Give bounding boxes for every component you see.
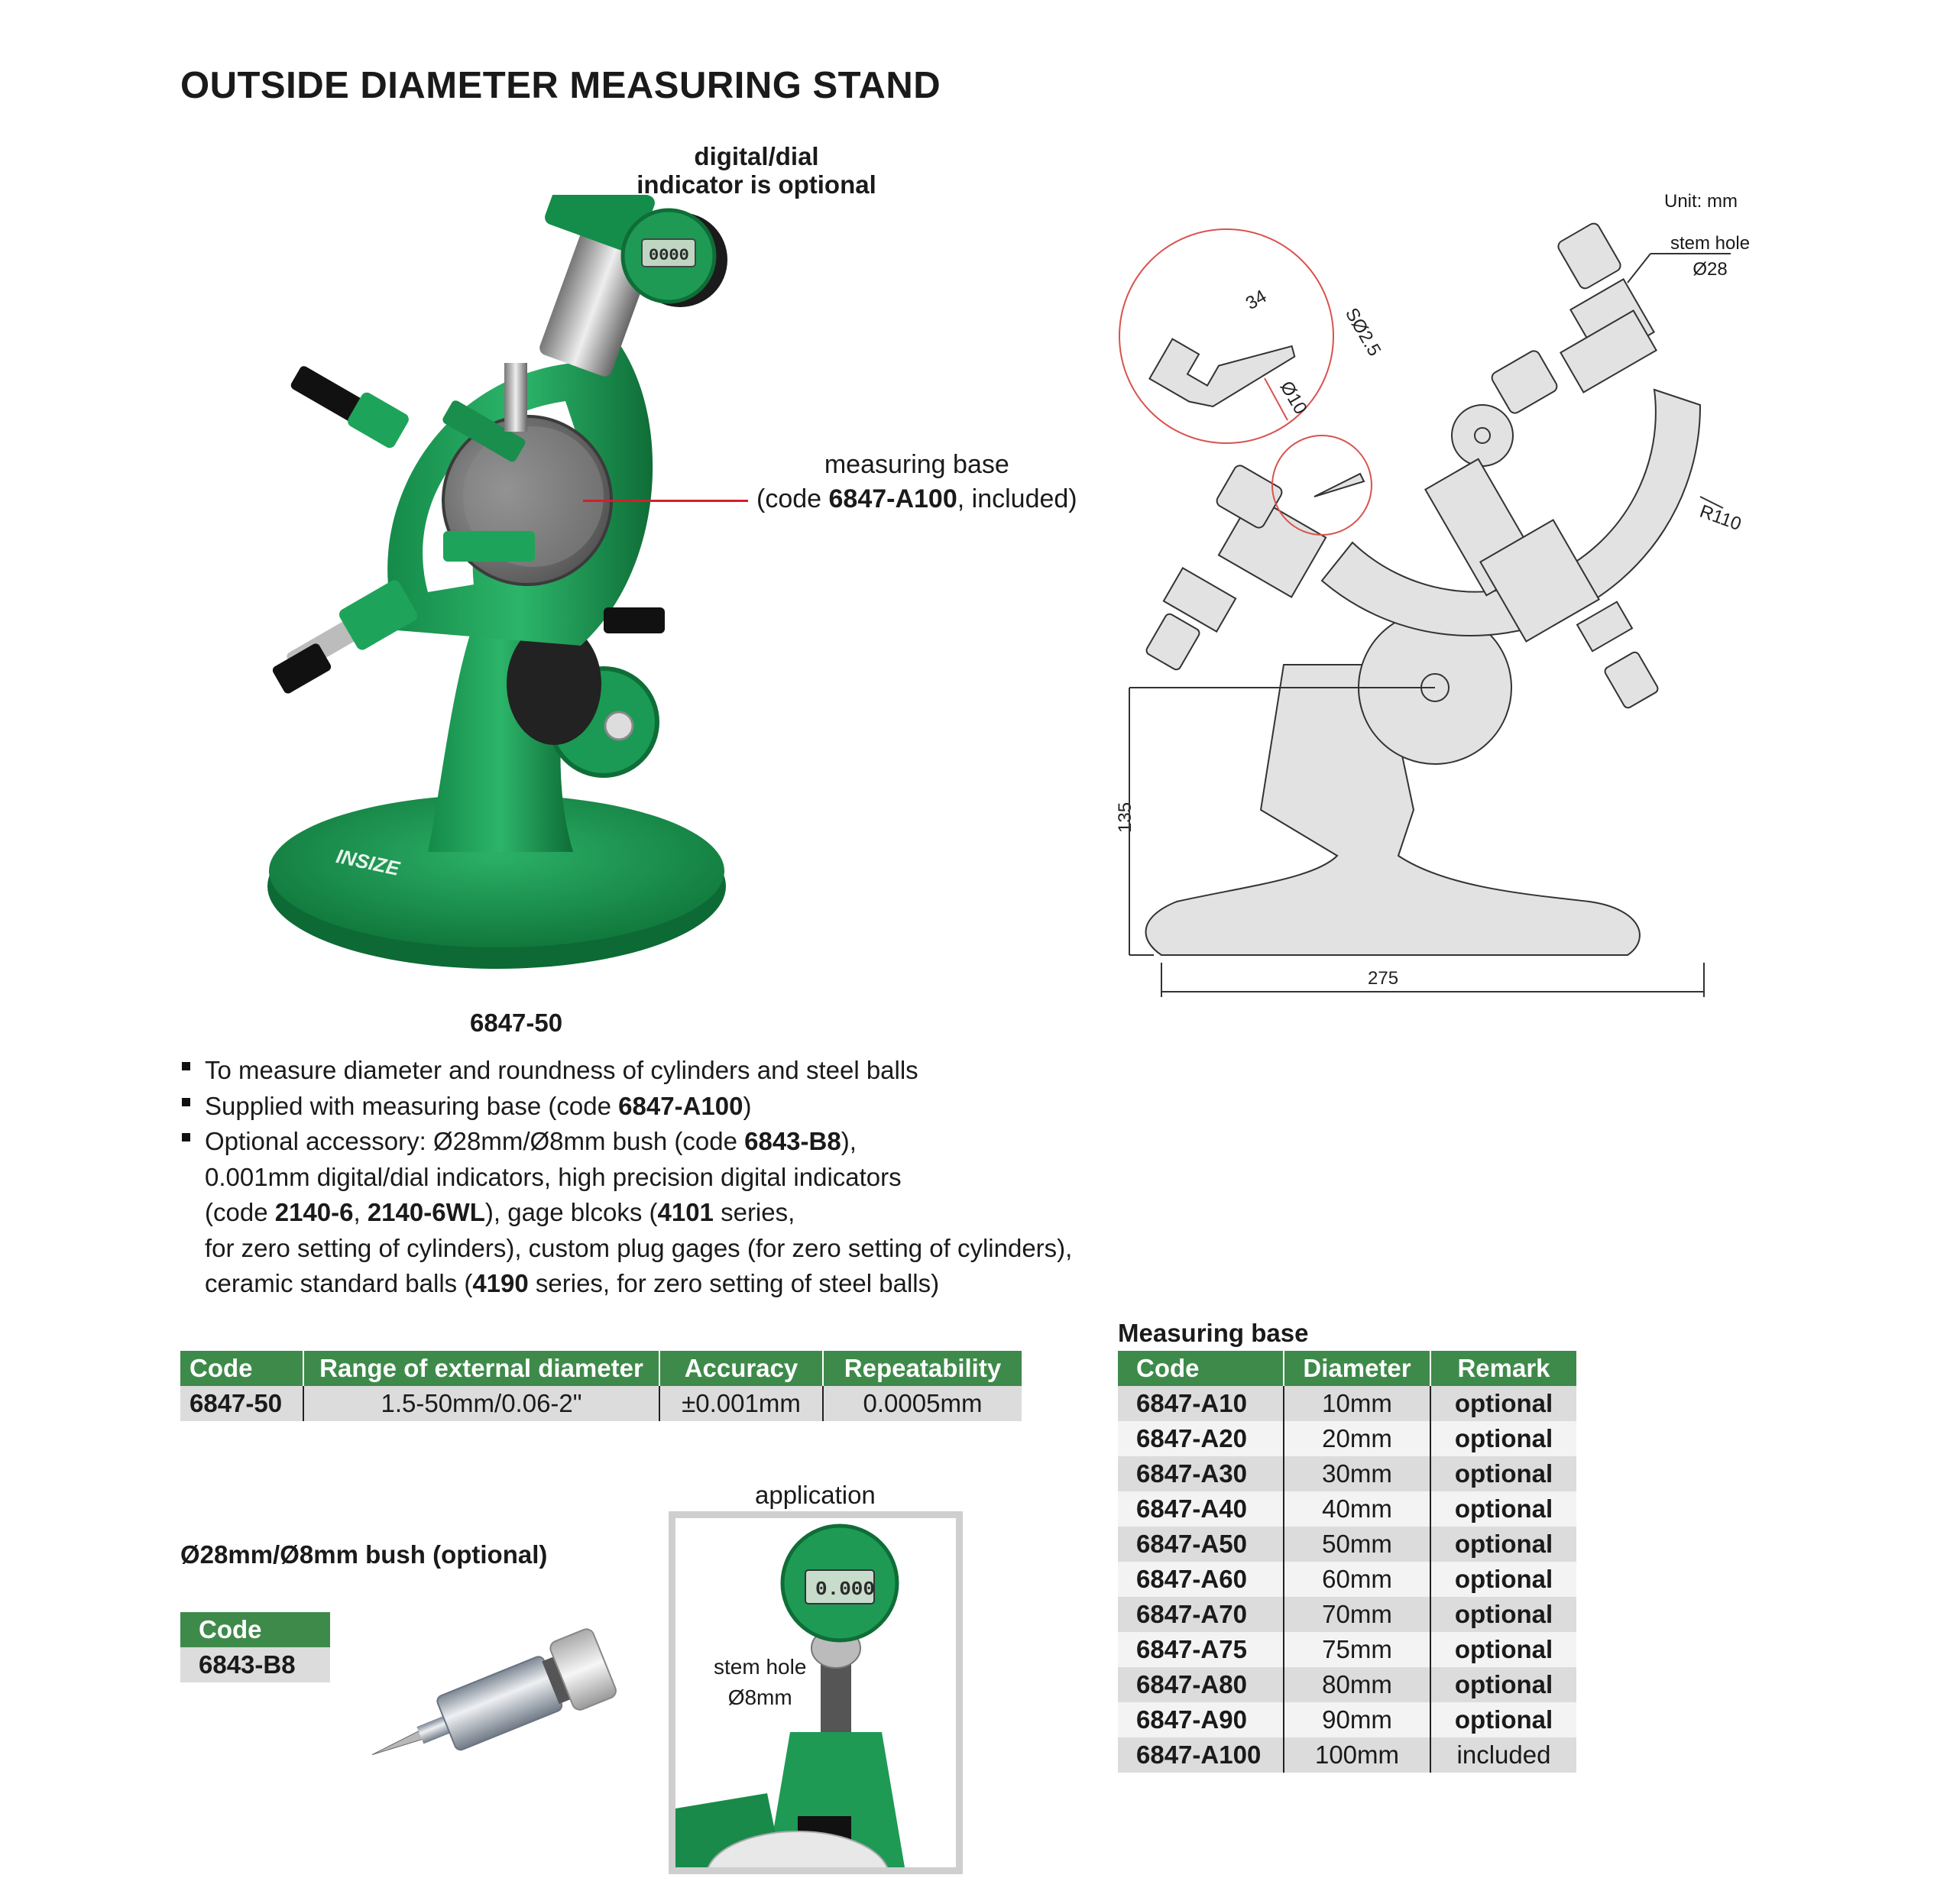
cell-diameter: 50mm bbox=[1284, 1527, 1430, 1562]
cell-code: 6847-A90 bbox=[1118, 1702, 1284, 1737]
measuring-base-leader-line bbox=[583, 500, 748, 502]
feature-item bbox=[180, 1053, 1135, 1089]
cell-remark: optional bbox=[1430, 1491, 1576, 1527]
drawing-stem-hole-label bbox=[1670, 231, 1750, 283]
table-row bbox=[1118, 1632, 1576, 1667]
cell-code: 6847-A50 bbox=[1118, 1527, 1284, 1562]
cell-remark: optional bbox=[1430, 1562, 1576, 1597]
cell-code: 6847-50 bbox=[180, 1386, 303, 1421]
dim-tip-length: 34 bbox=[1242, 286, 1271, 315]
cell-diameter: 90mm bbox=[1284, 1702, 1430, 1737]
stem-hole-line: Ø8mm bbox=[727, 1685, 792, 1709]
cell-code: 6847-A75 bbox=[1118, 1632, 1284, 1667]
feature-text: Optional accessory: Ø28mm/Ø8mm bush (code bbox=[205, 1127, 745, 1155]
cell-accuracy: ±0.001mm bbox=[659, 1386, 823, 1421]
table-row bbox=[180, 1386, 1022, 1421]
stem-hole-line: Ø28 bbox=[1692, 259, 1728, 280]
feature-text: 4190 bbox=[472, 1269, 529, 1297]
cell-remark: optional bbox=[1430, 1456, 1576, 1491]
svg-text:0000: 0000 bbox=[649, 246, 689, 265]
dim-height: 135 bbox=[1115, 801, 1135, 833]
cell-diameter: 80mm bbox=[1284, 1667, 1430, 1702]
feature-text: 0.001mm digital/dial indicators, high precision digital indicators bbox=[205, 1162, 902, 1191]
feature-text: 2140-6WL bbox=[367, 1198, 485, 1226]
cell-code: 6847-A10 bbox=[1118, 1386, 1284, 1421]
cell-remark: optional bbox=[1430, 1702, 1576, 1737]
cell-remark: optional bbox=[1430, 1527, 1576, 1562]
measuring-base-heading: Measuring base bbox=[1118, 1319, 1309, 1347]
cell-code: 6847-A30 bbox=[1118, 1456, 1284, 1491]
callout-suffix: , included) bbox=[957, 484, 1077, 513]
callout-code: 6847-A100 bbox=[828, 484, 957, 513]
feature-text: 4101 bbox=[657, 1198, 714, 1226]
feature-text: , bbox=[353, 1198, 368, 1226]
feature-text: for zero setting of cylinders), custom plug gages (for zero setting of cylinders), bbox=[205, 1233, 1073, 1262]
stem-hole-label bbox=[714, 1652, 806, 1713]
feature-text: ceramic standard balls ( bbox=[205, 1269, 473, 1297]
feature-text: To measure diameter and roundness of cylinders and steel balls bbox=[205, 1056, 918, 1084]
indicator-note-line: digital/dial bbox=[694, 142, 819, 170]
table-row bbox=[1118, 1386, 1576, 1421]
stem-hole-line: stem hole bbox=[714, 1655, 807, 1679]
application-photo bbox=[675, 1518, 956, 1867]
brand-logo: INSIZE bbox=[334, 844, 402, 880]
cell-code: 6847-A40 bbox=[1118, 1491, 1284, 1527]
callout-prefix: (code bbox=[756, 484, 829, 513]
cell-remark: included bbox=[1430, 1737, 1576, 1773]
col-header: Diameter bbox=[1284, 1351, 1430, 1386]
dim-radius: R110 bbox=[1696, 500, 1744, 536]
table-row bbox=[1118, 1527, 1576, 1562]
dim-width: 275 bbox=[1368, 968, 1399, 989]
dim-tip-ball: SØ2.5 bbox=[1340, 304, 1385, 360]
bush-table bbox=[180, 1612, 330, 1682]
col-header: Remark bbox=[1430, 1351, 1576, 1386]
cell-diameter: 60mm bbox=[1284, 1562, 1430, 1597]
cell-diameter: 70mm bbox=[1284, 1597, 1430, 1632]
cell-code: 6847-A100 bbox=[1118, 1737, 1284, 1773]
feature-text: ), bbox=[841, 1127, 857, 1155]
col-header: Code bbox=[180, 1612, 330, 1647]
table-row bbox=[1118, 1562, 1576, 1597]
indicator-note-line: indicator is optional bbox=[637, 170, 876, 199]
feature-text: ) bbox=[743, 1091, 752, 1120]
cell-remark: optional bbox=[1430, 1597, 1576, 1632]
table-row bbox=[180, 1647, 330, 1682]
feature-text: (code bbox=[205, 1198, 275, 1226]
col-header: Repeatability bbox=[823, 1351, 1022, 1386]
feature-list bbox=[180, 1053, 1135, 1302]
col-header: Code bbox=[180, 1351, 303, 1386]
feature-text: 6843-B8 bbox=[744, 1127, 841, 1155]
indicator-optional-note bbox=[604, 142, 909, 199]
cell-code: 6847-A60 bbox=[1118, 1562, 1284, 1597]
feature-item bbox=[180, 1089, 1135, 1125]
page-title: OUTSIDE DIAMETER MEASURING STAND bbox=[180, 65, 941, 106]
feature-text: 2140-6 bbox=[274, 1198, 354, 1226]
indicator-display: 0.000 bbox=[815, 1578, 876, 1601]
feature-text: Supplied with measuring base (code bbox=[205, 1091, 619, 1120]
bush-image bbox=[344, 1620, 649, 1773]
stem-hole-line: stem hole bbox=[1670, 233, 1751, 254]
cell-diameter: 75mm bbox=[1284, 1632, 1430, 1667]
col-header: Accuracy bbox=[659, 1351, 823, 1386]
table-row bbox=[1118, 1597, 1576, 1632]
cell-remark: optional bbox=[1430, 1632, 1576, 1667]
measuring-base-callout bbox=[756, 448, 1077, 516]
table-row bbox=[1118, 1491, 1576, 1527]
cell-diameter: 10mm bbox=[1284, 1386, 1430, 1421]
dim-tip-dia: Ø10 bbox=[1275, 377, 1311, 419]
feature-item bbox=[180, 1124, 1135, 1302]
cell-diameter: 100mm bbox=[1284, 1737, 1430, 1773]
feature-text: series, for zero setting of steel balls) bbox=[528, 1269, 940, 1297]
cell-code: 6847-A80 bbox=[1118, 1667, 1284, 1702]
cell-repeatability: 0.0005mm bbox=[823, 1386, 1022, 1421]
cell-remark: optional bbox=[1430, 1421, 1576, 1456]
application-photo-frame bbox=[669, 1511, 963, 1874]
feature-text: 6847-A100 bbox=[618, 1091, 743, 1120]
feature-text: series, bbox=[713, 1198, 795, 1226]
bush-heading: Ø28mm/Ø8mm bush (optional) bbox=[180, 1540, 548, 1569]
callout-line-1: measuring base bbox=[824, 450, 1009, 479]
table-row bbox=[1118, 1456, 1576, 1491]
table-row bbox=[1118, 1667, 1576, 1702]
application-heading: application bbox=[755, 1481, 876, 1509]
feature-text: ), gage blcoks ( bbox=[484, 1198, 658, 1226]
cell-code: 6843-B8 bbox=[180, 1647, 330, 1682]
spec-table bbox=[180, 1351, 1022, 1421]
col-header: Range of external diameter bbox=[303, 1351, 659, 1386]
cell-diameter: 30mm bbox=[1284, 1456, 1430, 1491]
model-caption: 6847-50 bbox=[470, 1009, 563, 1037]
table-row bbox=[1118, 1702, 1576, 1737]
col-header: Code bbox=[1118, 1351, 1284, 1386]
cell-range: 1.5-50mm/0.06-2" bbox=[303, 1386, 659, 1421]
cell-diameter: 20mm bbox=[1284, 1421, 1430, 1456]
technical-drawing bbox=[1093, 183, 1796, 1009]
cell-remark: optional bbox=[1430, 1386, 1576, 1421]
cell-remark: optional bbox=[1430, 1667, 1576, 1702]
table-row bbox=[1118, 1737, 1576, 1773]
measuring-base-table bbox=[1118, 1351, 1576, 1773]
cell-diameter: 40mm bbox=[1284, 1491, 1430, 1527]
table-row bbox=[1118, 1421, 1576, 1456]
cell-code: 6847-A20 bbox=[1118, 1421, 1284, 1456]
unit-label: Unit: mm bbox=[1664, 191, 1738, 212]
product-photo bbox=[245, 195, 795, 982]
cell-code: 6847-A70 bbox=[1118, 1597, 1284, 1632]
